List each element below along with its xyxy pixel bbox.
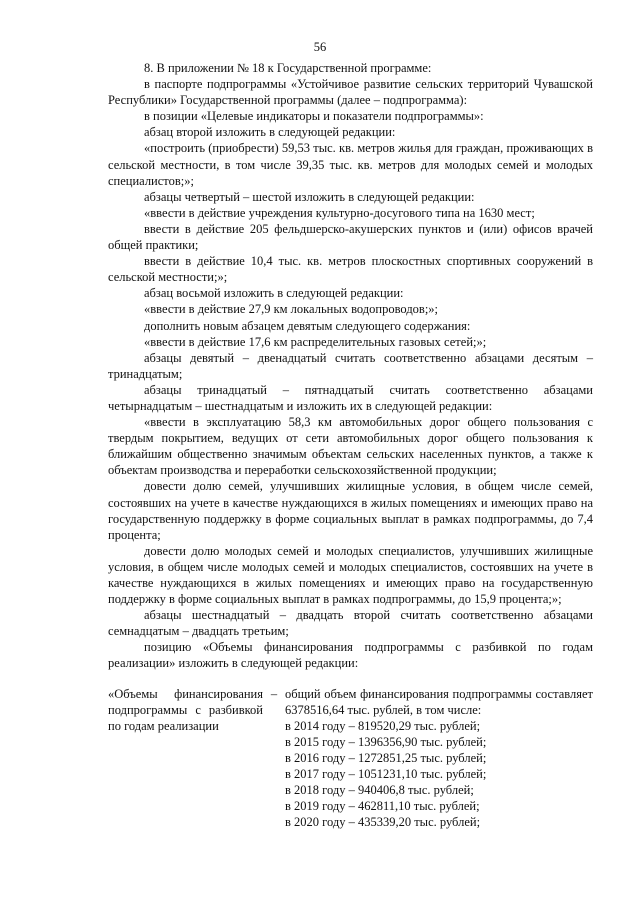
paragraph: в паспорте подпрограммы «Устойчивое развитие сельских территорий Чувашской Республики» Государственной программы (далее – подпрограмма): (108, 77, 593, 108)
paragraph: ввести в действие 10,4 тыс. кв. метров плоскостных спортивных сооружений в сельской местности;»; (108, 254, 593, 285)
financing-total: общий объем финансирования подпрограммы составляет 6378516,64 тыс. рублей, в том числе: (285, 686, 593, 717)
paragraph: 8. В приложении № 18 к Государственной программе: (144, 61, 432, 75)
financing-year-2015: в 2015 году – 1396356,90 тыс. рублей; (285, 734, 487, 749)
financing-year-2018: в 2018 году – 940406,8 тыс. рублей; (285, 783, 474, 798)
paragraph: абзацы девятый – двенадцатый считать соответственно абзацами десятым – тринадцатым; (108, 350, 593, 381)
paragraph: дополнить новым абзацем девятым следующего содержания: (144, 318, 471, 333)
paragraph: абзац второй изложить в следующей редакции: (144, 125, 396, 140)
paragraph: «ввести в действие 27,9 км локальных водопроводов;»; (144, 302, 439, 317)
paragraph: «ввести в эксплуатацию 58,3 км автомобильных дорог общего пользования с твердым покрытием, ведущих от сети автомобильных дорог общего пользования к ближайшим общественно значимым объектам сельских населенных пунктов, а также к объектам производства и переработки сельскохозяйственной продукции; (108, 415, 593, 478)
financing-table (108, 686, 593, 831)
paragraph: «построить (приобрести) 59,53 тыс. кв. метров жилья для граждан, проживающих в сельской местности, в том числе 39,35 тыс. кв. метров для молодых семей и молодых специалистов;»; (108, 141, 593, 188)
spacer (108, 672, 593, 686)
financing-year-2017: в 2017 году – 1051231,10 тыс. рублей; (285, 767, 487, 782)
paragraph: довести долю семей, улучшивших жилищные условия, в общем числе семей, состоявших на учете в качестве нуждающихся в жилых помещениях и имеющих право на государственную поддержку в форме социальных выплат в рамках подпрограммы, до 7,4 процента; (108, 479, 593, 542)
page-number: 56 (313, 40, 327, 54)
paragraph: ввести в действие 205 фельдшерско-акушерских пунктов и (или) офисов врачей общей практики; (108, 221, 593, 253)
paragraph: в позиции «Целевые индикаторы и показатели подпрограммы»: (144, 109, 484, 124)
paragraph: позицию «Объемы финансирования подпрограммы с разбивкой по годам реализации» изложить в следующей редакции: (108, 640, 593, 671)
financing-label: «Объемы финансирования подпрограммы с разбивкой по годам реализации (108, 686, 263, 733)
paragraph: «ввести в действие учреждения культурно-досугового типа на 1630 мест; (144, 205, 535, 220)
dash-separator: – (270, 686, 278, 701)
document-body (108, 60, 593, 830)
financing-year-2020: в 2020 году – 435339,20 тыс. рублей; (285, 815, 481, 830)
paragraph: «ввести в действие 17,6 км распределительных газовых сетей;»; (144, 334, 487, 349)
financing-year-2014: в 2014 году – 819520,29 тыс. рублей; (285, 718, 481, 733)
paragraph: абзацы четвертый – шестой изложить в следующей редакции: (144, 189, 475, 204)
paragraph: абзацы тринадцатый – пятнадцатый считать соответственно абзацами четырнадцатым – шестнадцатым и изложить их в следующей редакции: (108, 382, 593, 413)
financing-year-2016: в 2016 году – 1272851,25 тыс. рублей; (285, 750, 487, 765)
paragraph: абзац восьмой изложить в следующей редакции: (144, 286, 404, 301)
paragraph: довести долю молодых семей и молодых специалистов, улучшивших жилищные условия, в общем числе молодых семей и молодых специалистов, состоявших на учете в качестве нуждающихся в жилых помещениях и имеющих право на государственную поддержку в форме социальных выплат в рамках подпрограммы, до 15,9 процента;»; (108, 543, 593, 607)
financing-values (285, 686, 593, 831)
financing-year-2019: в 2019 году – 462811,10 тыс. рублей; (285, 799, 480, 814)
paragraph: абзацы шестнадцатый – двадцать второй считать соответственно абзацами семнадцатым – двадцать третьим; (108, 608, 593, 639)
